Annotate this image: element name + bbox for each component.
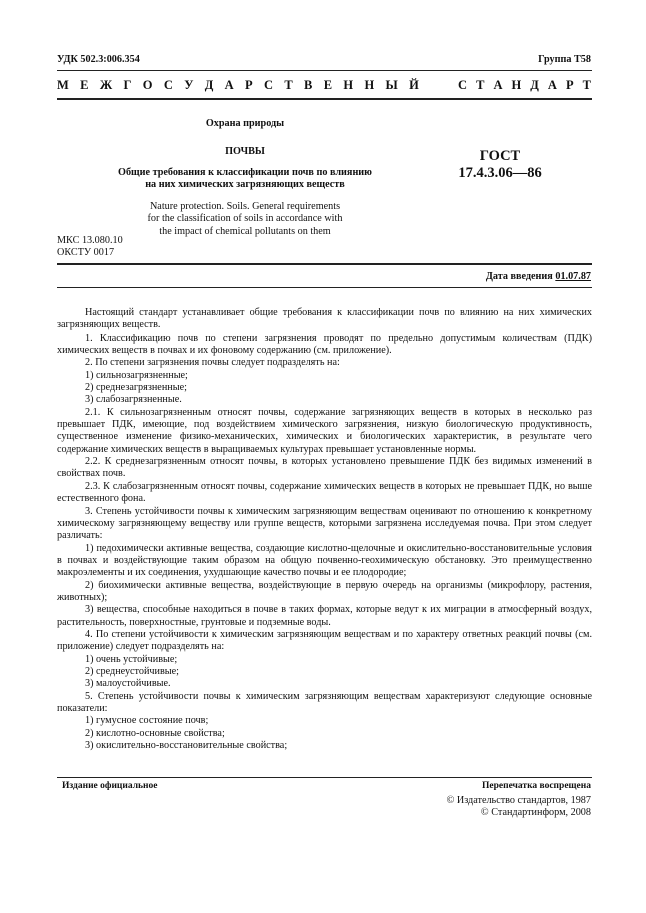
banner-letter: А [224,78,234,92]
date-rule [57,287,592,288]
english-title-line-2: for the classification of soils in accordance with [147,213,343,225]
banner-letter: О [142,78,153,92]
banner-letter: Е [80,78,89,92]
list-item: 1) очень устойчивые; [85,653,178,665]
banner-letter: Е [323,78,333,92]
introduction-date-label: Дата введения [485,271,553,282]
banner-letter: Й [409,78,419,92]
banner-letter: В [304,78,313,92]
standard-banner [57,78,591,93]
banner-letter: Г [123,78,132,92]
banner-letter: Н [343,78,354,92]
clause-2-2: 2.2. К среднезагрязненным относят почвы, в которых установлено превышение ПДК без видимых изменений в свойствах почв. [57,456,592,480]
banner-letter: С [163,78,173,92]
list-item: 3) окислительно-восстановительные свойства; [85,740,288,752]
clause-3: 3. Степень устойчивости почвы к химическим загрязняющим веществам оценивают по отношению к конкретному химическому загрязняющему веществу или группе веществ, которыми загрязнена исследуемая почва. При этом следует различать: [57,505,592,542]
banner-letter: Ж [99,78,113,92]
banner-letter: Т [582,78,591,92]
list-item: 3) вещества, способные находиться в почве в таких формах, которые ведут к их миграции в атмосферный воздух, растительность, поверхностные, грунтовые и подземные воды. [57,604,592,628]
gost-designation [440,148,560,182]
footer-rule [57,777,592,778]
list-item: 1) сильнозагрязненные; [85,369,188,381]
gost-number: 17.4.3.06—86 [458,165,542,181]
section-title: Охрана природы [205,118,285,129]
copyright-standartinform: © Стандартинформ, 2008 [480,807,591,819]
copyright-publisher: © Издательство стандартов, 1987 [446,795,591,806]
standard-word-2 [458,78,591,93]
clause-2-1: 2.1. К сильнозагрязненным относят почвы, содержание загрязняющих веществ в которых в несколько раз превышает ПДК, имеющие, под воздействием химического загрязнения, низкую биологическую продуктивность, существенное изменение физико-механических, химических и биологических характеристик, в результате чего содержание химических веществ в выращиваемых культурах превышает установленные нормы. [57,406,592,455]
udk-code: УДК 502.3:006.354 [57,54,140,65]
header-bottom-rule [57,98,592,100]
introduction-date-value: 01.07.87 [555,271,591,282]
banner-letter: С [458,78,468,92]
subject-title: ПОЧВЫ [225,146,265,157]
english-title-line-1: Nature protection. Soils. General requirements [149,201,341,212]
list-item: 1) гумусное состояние почв; [85,715,209,727]
copyright-block [447,795,591,820]
mks-code: МКС 13.080.10 [57,235,123,246]
list-item: 3) слабозагрязненные. [85,394,182,406]
banner-letter: М [57,78,69,92]
clause-2-3: 2.3. К слабозагрязненным относят почвы, содержание химических веществ в которых не превышает ПДК, но выше естественного фона. [57,480,592,505]
banner-letter: Д [530,78,539,92]
english-title-line-3: the impact of chemical pollutants on them [159,225,331,237]
list-item: 3) малоустойчивые. [85,678,171,690]
clause-1: 1. Классификацию почв по степени загрязнения проводят по предельно допустимым количествам (ПДК) химических веществ в почвах и их фоновому содержанию (см. приложение). [57,332,592,357]
banner-letter: Т [476,78,485,92]
classifier-codes [57,235,123,260]
banner-letter: У [184,78,194,92]
standard-word-1 [57,78,419,93]
clause-5: 5. Степень устойчивости почвы к химическим загрязняющим веществам характеризуют следующие основные показатели: [57,690,592,714]
russian-title-line-1: Общие требования к классификации почв по влиянию [118,167,372,178]
banner-letter: Р [245,78,253,92]
banner-letter: Т [284,78,293,92]
header-top-rule [57,70,592,71]
english-title [100,201,390,238]
group-code: Группа Т58 [538,54,591,65]
banner-letter: Н [511,78,522,92]
russian-title [100,167,390,192]
banner-letter: Р [565,78,574,92]
list-item: 2) среднеустойчивые; [85,665,179,677]
list-item: 2) кислотно-основные свойства; [85,727,225,739]
official-edition: Издание официальное [62,781,158,791]
reprint-notice: Перепечатка воспрещена [481,781,591,791]
russian-title-line-2: на них химических загрязняющих веществ [145,179,345,191]
banner-letter: С [264,78,274,92]
banner-letter: Н [364,78,375,92]
introduction-date [486,271,591,283]
okstu-code: ОКСТУ 0017 [57,247,115,259]
banner-letter: Д [204,78,214,92]
intro-paragraph: Настоящий стандарт устанавливает общие требования к классификации почв по влиянию на них химических загрязняющих веществ. [57,307,592,331]
banner-letter: А [547,78,557,92]
clause-4: 4. По степени устойчивости к химическим загрязняющим веществам и по характеру ответных реакций почвы (см. приложение) следует подразделять на: [57,628,592,653]
title-block-rule [57,263,592,265]
clause-2: 2. По степени загрязнения почвы следует подразделять на: [85,357,340,369]
standard-body [57,307,592,752]
list-item: 1) педохимически активные вещества, создающие кислотно-щелочные и окислительно-восстановительные условия в почвах и воздействующие таким образом на общую почвенно-геохимическую обстановку. Это преимущественно макроэлементы и их соединения, ухудшающие качество почвы и ее плодородие; [57,542,592,579]
banner-letter: А [493,78,503,92]
gost-label: ГОСТ [479,148,521,164]
banner-letter: Ы [385,78,398,92]
list-item: 2) биохимически активные вещества, воздействующие в первую очередь на организмы (микрофлору, растения, животных); [57,579,592,603]
list-item: 2) среднезагрязненные; [85,382,187,394]
